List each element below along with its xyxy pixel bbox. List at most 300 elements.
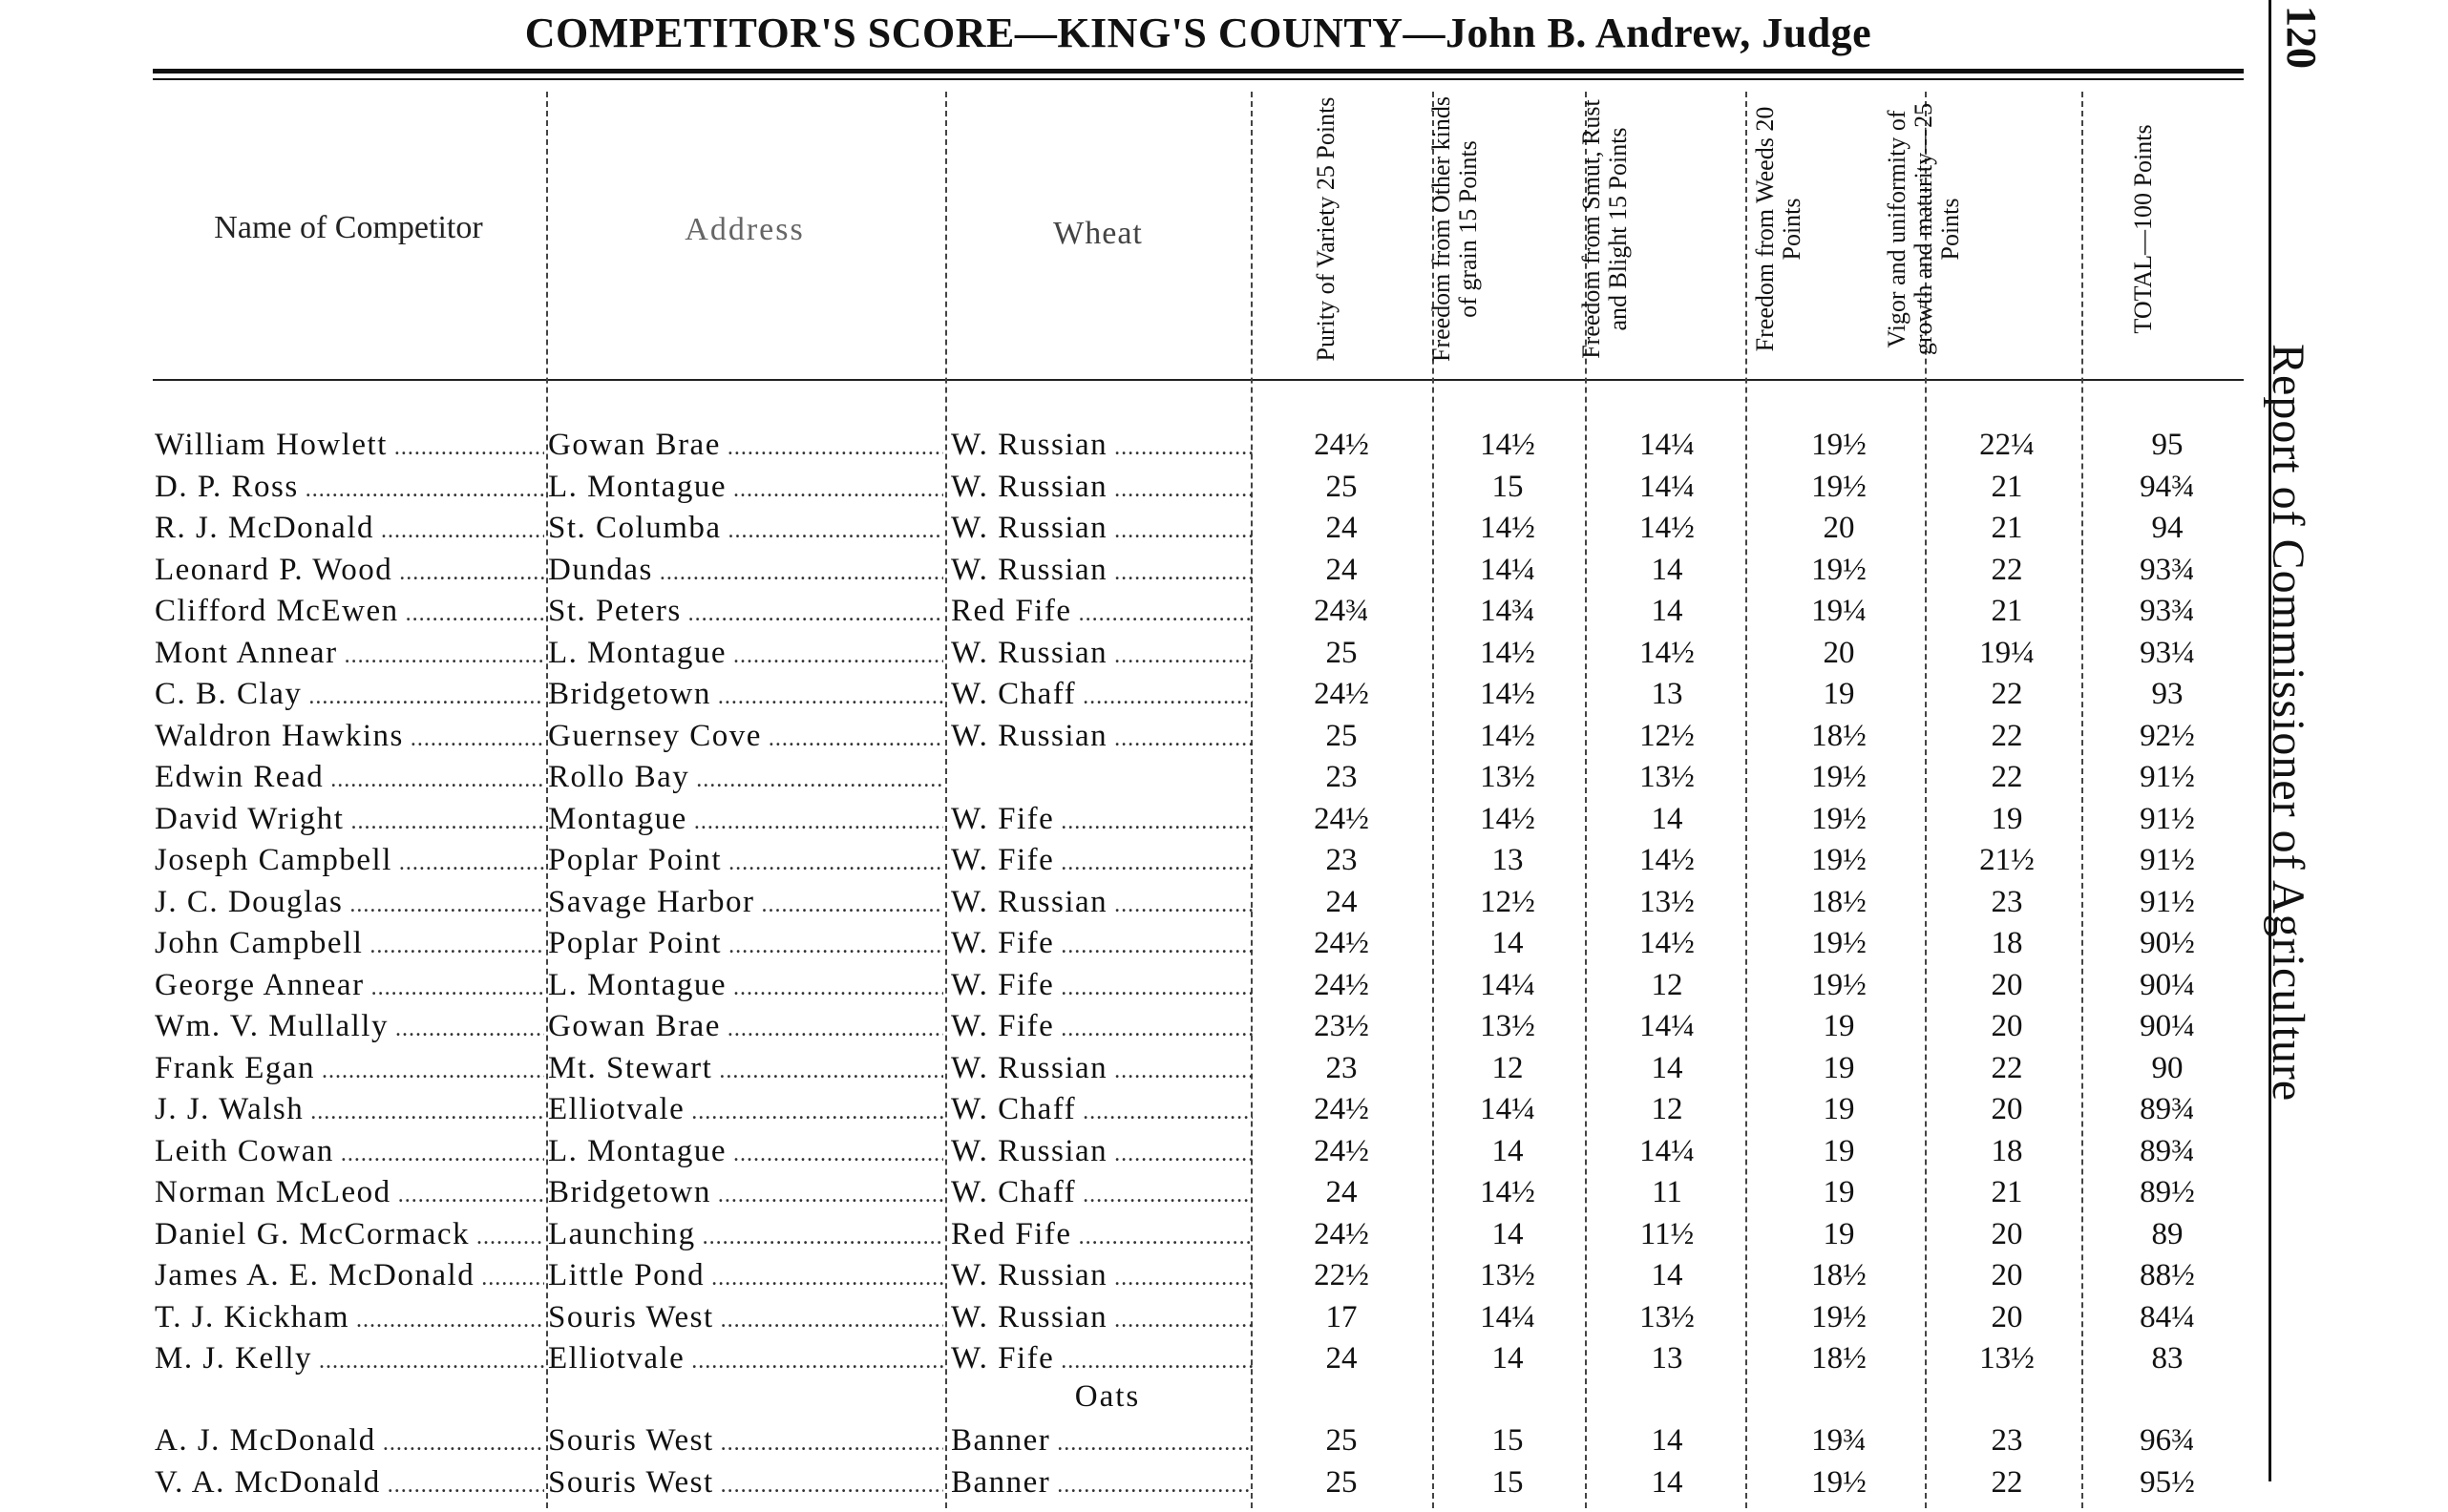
- cell-text-smut: 13½: [1639, 1300, 1695, 1334]
- cell-text-vigor: 22¼: [1979, 428, 2035, 462]
- cell-smut: [1591, 1296, 1743, 1338]
- cell-variety: [951, 1171, 1253, 1216]
- cell-weeds: [1753, 922, 1925, 964]
- cell-grain: [1436, 590, 1579, 632]
- cell-text-vigor: 22: [1991, 719, 2023, 753]
- cell-purity: [1260, 881, 1423, 923]
- cell-grain: [1436, 839, 1579, 881]
- cell-text-address: St. Peters .....: [548, 594, 943, 628]
- cell-text-grain: 14½: [1480, 802, 1535, 836]
- cell-smut: [1591, 466, 1743, 508]
- cell-grain: [1436, 1337, 1579, 1379]
- header-total-cell: [2091, 76, 2234, 372]
- cell-text-weeds: 19: [1823, 1051, 1855, 1085]
- cell-purity: [1260, 964, 1423, 1006]
- cell-text-purity: 24: [1325, 553, 1358, 587]
- header-freedom-grain-cell: [1427, 76, 1575, 372]
- cell-smut: [1591, 715, 1743, 757]
- cell-text-purity: 25: [1325, 636, 1358, 670]
- cell-variety: [951, 507, 1253, 552]
- cell-variety: [951, 1213, 1253, 1258]
- cell-name: [155, 922, 544, 967]
- cell-weeds: [1753, 964, 1925, 1006]
- cell-vigor: [1931, 964, 2083, 1006]
- cell-smut: [1591, 1005, 1743, 1047]
- cell-text-purity: 17: [1325, 1300, 1358, 1334]
- cell-text-purity: 24½: [1314, 968, 1369, 1002]
- cell-total: [2091, 756, 2244, 798]
- cell-text-variety: W. Russian .....: [951, 885, 1253, 919]
- cell-text-address: L. Montague .....: [548, 470, 943, 504]
- cell-name: [155, 756, 544, 801]
- cell-name: [155, 964, 544, 1009]
- cell-smut: [1591, 839, 1743, 881]
- cell-text-variety: W. Fife .....: [951, 802, 1253, 836]
- cell-text-weeds: 19¾: [1811, 1423, 1867, 1458]
- cell-variety: [951, 715, 1253, 760]
- cell-weeds: [1753, 756, 1925, 798]
- cell-purity: [1260, 1088, 1423, 1130]
- cell-text-total: 83: [2151, 1341, 2184, 1376]
- header-vigor-cell: [1883, 76, 2078, 372]
- cell-text-address: L. Montague .....: [548, 1134, 943, 1168]
- cell-text-name: T. J. Kickham .....: [155, 1300, 544, 1334]
- cell-text-weeds: 19: [1823, 1217, 1855, 1251]
- cell-text-name: Frank Egan .....: [155, 1051, 544, 1085]
- table-row: [153, 1213, 2244, 1255]
- cell-variety: [951, 881, 1253, 926]
- cell-text-total: 93¾: [2140, 594, 2195, 628]
- cell-text-name: V. A. McDonald .....: [155, 1465, 544, 1500]
- cell-text-vigor: 18: [1991, 1134, 2023, 1168]
- cell-text-vigor: 20: [1991, 1217, 2023, 1251]
- cell-name: [155, 1130, 544, 1175]
- header-purity: Purity of Variety 25 Points: [1312, 96, 1340, 362]
- cell-text-purity: 24: [1325, 511, 1358, 545]
- cell-text-grain: 14¾: [1480, 594, 1535, 628]
- cell-text-smut: 14¼: [1639, 1009, 1695, 1043]
- cell-total: [2091, 424, 2244, 466]
- header-purity-cell: [1260, 76, 1423, 372]
- cell-address: [548, 839, 943, 884]
- table-row: [153, 964, 2244, 1006]
- cell-grain: [1436, 881, 1579, 923]
- cell-text-variety: W. Russian .....: [951, 1258, 1253, 1292]
- cell-text-name: Joseph Campbell .....: [155, 843, 544, 877]
- cell-vigor: [1931, 507, 2083, 549]
- cell-text-smut: 12: [1651, 1092, 1683, 1126]
- cell-text-variety: Banner .....: [951, 1465, 1253, 1500]
- cell-text-vigor: 23: [1991, 885, 2023, 919]
- cell-text-name: M. J. Kelly .....: [155, 1341, 544, 1376]
- cell-text-total: 95½: [2140, 1465, 2195, 1500]
- cell-text-address: Rollo Bay .....: [548, 760, 943, 794]
- cell-text-grain: 14½: [1480, 1175, 1535, 1209]
- header-freedom-smut: Freedom from Smut, Rust and Blight 15 Points: [1577, 99, 1632, 359]
- cell-address: [548, 798, 943, 843]
- cell-text-variety: W. Chaff .....: [951, 1175, 1253, 1209]
- cell-grain: [1436, 1296, 1579, 1338]
- cell-vigor: [1931, 1130, 2083, 1172]
- cell-text-purity: 25: [1325, 470, 1358, 504]
- cell-grain: [1436, 756, 1579, 798]
- cell-smut: [1591, 632, 1743, 674]
- cell-variety: [951, 590, 1253, 635]
- cell-text-vigor: 20: [1991, 1009, 2023, 1043]
- cell-grain: [1436, 1171, 1579, 1213]
- cell-text-address: Mt. Stewart .....: [548, 1051, 943, 1085]
- cell-text-address: Dundas .....: [548, 553, 943, 587]
- cell-text-weeds: 19½: [1811, 926, 1867, 960]
- cell-text-vigor: 13½: [1979, 1341, 2035, 1376]
- cell-text-smut: 13: [1651, 677, 1683, 711]
- table-row: [153, 756, 2244, 798]
- cell-text-weeds: 19½: [1811, 470, 1867, 504]
- cell-vigor: [1931, 1296, 2083, 1338]
- cell-text-total: 90: [2151, 1051, 2184, 1085]
- cell-text-variety: W. Russian .....: [951, 1300, 1253, 1334]
- cell-address: [548, 1254, 943, 1299]
- cell-variety: [951, 964, 1253, 1009]
- cell-text-name: George Annear .....: [155, 968, 544, 1002]
- cell-text-smut: 14¼: [1639, 428, 1695, 462]
- cell-text-variety: W. Fife .....: [951, 926, 1253, 960]
- cell-text-purity: 24½: [1314, 926, 1369, 960]
- cell-text-total: 89: [2151, 1217, 2184, 1251]
- cell-text-vigor: 22: [1991, 553, 2023, 587]
- cell-text-variety: W. Russian .....: [951, 553, 1253, 587]
- cell-variety: [951, 1254, 1253, 1299]
- cell-text-address: St. Columba .....: [548, 511, 943, 545]
- cell-weeds: [1753, 632, 1925, 674]
- cell-text-total: 90¼: [2140, 1009, 2195, 1043]
- cell-text-weeds: 19½: [1811, 1300, 1867, 1334]
- cell-text-name: Waldron Hawkins .....: [155, 719, 544, 753]
- cell-text-name: Daniel G. McCormack .....: [155, 1217, 544, 1251]
- table-row: [153, 1254, 2244, 1296]
- cell-grain: [1436, 798, 1579, 840]
- cell-text-name: R. J. McDonald .....: [155, 511, 544, 545]
- cell-text-grain: 14: [1491, 1134, 1524, 1168]
- cell-text-weeds: 20: [1823, 511, 1855, 545]
- cell-total: [2091, 964, 2244, 1006]
- cell-total: [2091, 1171, 2244, 1213]
- cell-variety: [951, 673, 1253, 718]
- cell-address: [548, 1130, 943, 1175]
- cell-address: [548, 881, 943, 926]
- cell-text-total: 95: [2151, 428, 2184, 462]
- table-row: [153, 1130, 2244, 1172]
- cell-text-vigor: 21: [1991, 1175, 2023, 1209]
- table-row: [153, 798, 2244, 840]
- cell-text-smut: 11½: [1639, 1217, 1695, 1251]
- cell-purity: [1260, 590, 1423, 632]
- cell-vigor: [1931, 922, 2083, 964]
- cell-total: [2091, 632, 2244, 674]
- cell-text-vigor: 21½: [1979, 843, 2035, 877]
- cell-text-variety: W. Chaff .....: [951, 677, 1253, 711]
- cell-grain: [1436, 673, 1579, 715]
- cell-grain: [1436, 964, 1579, 1006]
- cell-text-total: 88½: [2140, 1258, 2195, 1292]
- cell-purity: [1260, 549, 1423, 591]
- cell-text-grain: 13½: [1480, 1258, 1535, 1292]
- cell-text-vigor: 22: [1991, 677, 2023, 711]
- cell-text-variety: Red Fife .....: [951, 1217, 1253, 1251]
- cell-smut: [1591, 1337, 1743, 1379]
- cell-name: [155, 632, 544, 677]
- cell-smut: [1591, 964, 1743, 1006]
- cell-text-weeds: 19: [1823, 1175, 1855, 1209]
- cell-text-purity: 22½: [1314, 1258, 1369, 1292]
- cell-name: [155, 590, 544, 635]
- cell-text-address: L. Montague .....: [548, 968, 943, 1002]
- cell-weeds: [1753, 839, 1925, 881]
- cell-purity: [1260, 673, 1423, 715]
- cell-total: [2091, 839, 2244, 881]
- cell-text-grain: 12: [1491, 1051, 1524, 1085]
- cell-text-smut: 13½: [1639, 885, 1695, 919]
- cell-total: [2091, 1337, 2244, 1379]
- cell-total: [2091, 1254, 2244, 1296]
- cell-text-weeds: 18½: [1811, 1341, 1867, 1376]
- cell-text-grain: 13½: [1480, 1009, 1535, 1043]
- cell-name: [155, 1337, 544, 1382]
- cell-variety: [951, 1088, 1253, 1133]
- cell-text-total: 94: [2151, 511, 2184, 545]
- cell-address: [548, 673, 943, 718]
- cell-text-name: David Wright .....: [155, 802, 544, 836]
- cell-text-name: John Campbell .....: [155, 926, 544, 960]
- cell-text-total: 89½: [2140, 1175, 2195, 1209]
- cell-text-weeds: 19½: [1811, 760, 1867, 794]
- cell-text-name: C. B. Clay .....: [155, 677, 544, 711]
- cell-text-weeds: 19½: [1811, 968, 1867, 1002]
- cell-smut: [1591, 1171, 1743, 1213]
- cell-name: [155, 466, 544, 511]
- cell-smut: [1591, 1254, 1743, 1296]
- cell-text-smut: 14: [1651, 594, 1683, 628]
- cell-text-vigor: 21: [1991, 594, 2023, 628]
- cell-total: [2091, 1047, 2244, 1089]
- cell-smut: [1591, 881, 1743, 923]
- cell-text-weeds: 19½: [1811, 1465, 1867, 1500]
- cell-text-smut: 14: [1651, 802, 1683, 836]
- table-row: [153, 673, 2244, 715]
- cell-text-name: Wm. V. Mullally .....: [155, 1009, 544, 1043]
- cell-text-weeds: 18½: [1811, 719, 1867, 753]
- cell-text-address: Elliotvale .....: [548, 1092, 943, 1126]
- cell-name: [155, 798, 544, 843]
- cell-text-vigor: 20: [1991, 968, 2023, 1002]
- cell-address: [548, 715, 943, 760]
- table-row: [153, 881, 2244, 923]
- cell-text-purity: 24: [1325, 885, 1358, 919]
- cell-text-total: 91½: [2140, 802, 2195, 836]
- side-running-title: Report of Commissioner of Agriculture: [2263, 344, 2313, 1102]
- header-freedom-grain: Freedom from Other kinds of grain 15 Points: [1427, 96, 1482, 363]
- cell-text-name: J. J. Walsh .....: [155, 1092, 544, 1126]
- cell-name: [155, 1296, 544, 1341]
- cell-vigor: [1931, 1461, 2083, 1503]
- cell-variety: [951, 1296, 1253, 1341]
- cell-weeds: [1753, 549, 1925, 591]
- cell-text-grain: 12½: [1480, 885, 1535, 919]
- cell-text-purity: 24½: [1314, 677, 1369, 711]
- cell-grain: [1436, 632, 1579, 674]
- cell-vigor: [1931, 798, 2083, 840]
- cell-purity: [1260, 1005, 1423, 1047]
- cell-text-name: James A. E. McDonald .....: [155, 1258, 544, 1292]
- cell-text-grain: 14½: [1480, 511, 1535, 545]
- cell-address: [548, 424, 943, 469]
- table-row: [153, 1088, 2244, 1130]
- cell-address: [548, 1047, 943, 1092]
- cell-vigor: [1931, 632, 2083, 674]
- table-row: [153, 1005, 2244, 1047]
- cell-grain: [1436, 1461, 1579, 1503]
- cell-text-smut: 14½: [1639, 843, 1695, 877]
- cell-text-grain: 13½: [1480, 760, 1535, 794]
- cell-total: [2091, 1461, 2244, 1503]
- cell-text-grain: 13: [1491, 843, 1524, 877]
- table-row: [153, 839, 2244, 881]
- cell-text-weeds: 19½: [1811, 553, 1867, 587]
- table-row: [153, 1419, 2244, 1461]
- cell-text-vigor: 21: [1991, 511, 2023, 545]
- cell-text-smut: 14: [1651, 553, 1683, 587]
- cell-weeds: [1753, 1130, 1925, 1172]
- cell-text-total: 90½: [2140, 926, 2195, 960]
- header-freedom-weeds: Freedom from Weeds 20 Points: [1751, 106, 1805, 352]
- cell-text-total: 94¾: [2140, 470, 2195, 504]
- cell-text-weeds: 18½: [1811, 1258, 1867, 1292]
- cell-text-name: Leonard P. Wood .....: [155, 553, 544, 587]
- table-row: [153, 590, 2244, 632]
- cell-variety: [951, 424, 1253, 469]
- cell-text-grain: 15: [1491, 1423, 1524, 1458]
- cell-vigor: [1931, 1047, 2083, 1089]
- cell-weeds: [1753, 424, 1925, 466]
- cell-text-purity: 23: [1325, 843, 1358, 877]
- cell-text-total: 91½: [2140, 760, 2195, 794]
- cell-text-weeds: 20: [1823, 636, 1855, 670]
- table-row: [153, 922, 2244, 964]
- cell-variety: [951, 1005, 1253, 1050]
- cell-text-purity: 24½: [1314, 802, 1369, 836]
- cell-grain: [1436, 1047, 1579, 1089]
- cell-purity: [1260, 632, 1423, 674]
- cell-text-grain: 14½: [1480, 636, 1535, 670]
- cell-smut: [1591, 1419, 1743, 1461]
- cell-text-grain: 14½: [1480, 719, 1535, 753]
- cell-text-purity: 24½: [1314, 1134, 1369, 1168]
- cell-total: [2091, 466, 2244, 508]
- cell-grain: [1436, 715, 1579, 757]
- cell-text-name: J. C. Douglas .....: [155, 885, 544, 919]
- cell-vigor: [1931, 1005, 2083, 1047]
- cell-smut: [1591, 922, 1743, 964]
- table-row: [153, 1337, 2244, 1379]
- cell-text-address: Little Pond .....: [548, 1258, 943, 1292]
- cell-text-vigor: 21: [1991, 470, 2023, 504]
- cell-text-total: 91½: [2140, 885, 2195, 919]
- cell-total: [2091, 715, 2244, 757]
- cell-address: [548, 922, 943, 967]
- table-row: [153, 1461, 2244, 1503]
- cell-purity: [1260, 507, 1423, 549]
- cell-text-vigor: 22: [1991, 1465, 2023, 1500]
- cell-text-smut: 13½: [1639, 760, 1695, 794]
- page-title: COMPETITOR'S SCORE—KING'S COUNTY—John B. Andrew, Judge: [524, 10, 1872, 56]
- cell-text-purity: 24: [1325, 1341, 1358, 1376]
- cell-text-variety: W. Fife .....: [951, 968, 1253, 1002]
- cell-variety: [951, 1461, 1253, 1506]
- cell-variety: [951, 1047, 1253, 1092]
- cell-name: [155, 549, 544, 594]
- cell-address: [548, 1171, 943, 1216]
- cell-text-total: 91½: [2140, 843, 2195, 877]
- cell-name: [155, 424, 544, 469]
- cell-text-address: Launching .....: [548, 1217, 943, 1251]
- section-label-oats: Oats: [1074, 1379, 1141, 1414]
- cell-name: [155, 673, 544, 718]
- cell-text-purity: 24½: [1314, 1217, 1369, 1251]
- cell-smut: [1591, 1130, 1743, 1172]
- cell-text-variety: W. Russian .....: [951, 1051, 1253, 1085]
- cell-text-grain: 14¼: [1480, 1300, 1535, 1334]
- cell-address: [548, 590, 943, 635]
- cell-address: [548, 1461, 943, 1506]
- cell-text-purity: 25: [1325, 719, 1358, 753]
- cell-purity: [1260, 1254, 1423, 1296]
- cell-text-weeds: 18½: [1811, 885, 1867, 919]
- cell-text-weeds: 19: [1823, 1009, 1855, 1043]
- cell-text-variety: W. Russian .....: [951, 636, 1253, 670]
- cell-address: [548, 549, 943, 594]
- cell-text-smut: 13: [1651, 1341, 1683, 1376]
- cell-text-total: 93: [2151, 677, 2184, 711]
- cell-text-weeds: 19½: [1811, 802, 1867, 836]
- cell-text-weeds: 19½: [1811, 843, 1867, 877]
- cell-text-smut: 14: [1651, 1051, 1683, 1085]
- cell-text-vigor: 19¼: [1979, 636, 2035, 670]
- cell-text-total: 92½: [2140, 719, 2195, 753]
- cell-weeds: [1753, 507, 1925, 549]
- cell-text-purity: 23½: [1314, 1009, 1369, 1043]
- cell-address: [548, 1337, 943, 1382]
- table-row: [153, 1171, 2244, 1213]
- cell-variety: [951, 1337, 1253, 1382]
- cell-address: [548, 507, 943, 552]
- cell-grain: [1436, 466, 1579, 508]
- cell-text-weeds: 19½: [1811, 428, 1867, 462]
- cell-weeds: [1753, 466, 1925, 508]
- cell-grain: [1436, 1088, 1579, 1130]
- cell-text-address: Guernsey Cove .....: [548, 719, 943, 753]
- cell-text-purity: 23: [1325, 1051, 1358, 1085]
- cell-text-address: Bridgetown .....: [548, 677, 943, 711]
- cell-weeds: [1753, 1461, 1925, 1503]
- header-crop: Wheat: [1053, 216, 1143, 251]
- cell-vigor: [1931, 1254, 2083, 1296]
- cell-address: [548, 466, 943, 511]
- cell-weeds: [1753, 1047, 1925, 1089]
- cell-text-address: Souris West .....: [548, 1300, 943, 1334]
- cell-purity: [1260, 1213, 1423, 1255]
- cell-grain: [1436, 1419, 1579, 1461]
- cell-text-variety: W. Fife .....: [951, 1341, 1253, 1376]
